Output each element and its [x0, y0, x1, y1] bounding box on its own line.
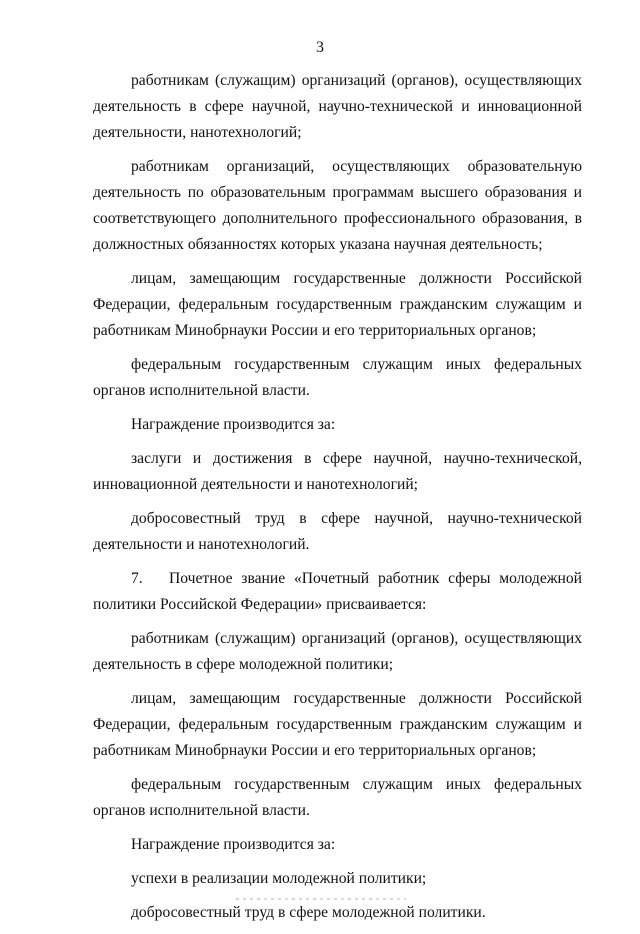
- paragraph-state-officials-youth: лицам, замещающим государственные должности Российской Федерации, федеральным государственным гражданским служащим и работникам Минобрнауки России и его территориальных органов;: [93, 690, 582, 759]
- page-number: 3: [316, 39, 324, 56]
- scan-artifact: [236, 898, 406, 900]
- paragraph-youth-diligent-work: добросовестный труд в сфере молодежной политики.: [131, 904, 486, 921]
- paragraph-federal-servants-youth: федеральным государственным служащим иных федеральных органов исполнительной власти.: [93, 776, 582, 819]
- paragraph-youth-workers: работникам (служащим) организаций (органов), осуществляющих деятельность в сфере молодежной политики;: [93, 630, 582, 673]
- document-body: [93, 68, 582, 934]
- paragraph-education-workers: работникам организаций, осуществляющих образовательную деятельность по образовательным программам высшего образования и соответствующего дополнительного профессионального образования, в должностных обязанностях которых указана научная деятельность;: [93, 158, 582, 253]
- paragraph-state-officials-science: лицам, замещающим государственные должности Российской Федерации, федеральным государственным гражданским служащим и работникам Минобрнауки России и его территориальных органов;: [93, 270, 582, 339]
- item-number: 7.: [131, 570, 143, 587]
- paragraph-award-for-science: Награждение производится за:: [131, 416, 336, 433]
- paragraph-youth-success: успехи в реализации молодежной политики;: [131, 870, 427, 887]
- paragraph-federal-servants-science: федеральным государственным служащим иных федеральных органов исполнительной власти.: [93, 356, 582, 399]
- paragraph-award-for-youth: Награждение производится за:: [131, 836, 336, 853]
- paragraph-science-merits: заслуги и достижения в сфере научной, научно-технической, инновационной деятельности и нанотехнологий;: [93, 450, 582, 493]
- paragraph-science-workers: работникам (служащим) организаций (органов), осуществляющих деятельность в сфере научной, научно-технической и инновационной деятельности, нанотехнологий;: [93, 72, 582, 141]
- item-7-text: Почетное звание «Почетный работник сферы молодежной политики Российской Федерации» присваивается:: [93, 570, 582, 613]
- paragraph-science-diligent-work: добросовестный труд в сфере научной, научно-технической деятельности и нанотехнологий.: [93, 510, 582, 553]
- paragraph-item-7: [93, 566, 582, 618]
